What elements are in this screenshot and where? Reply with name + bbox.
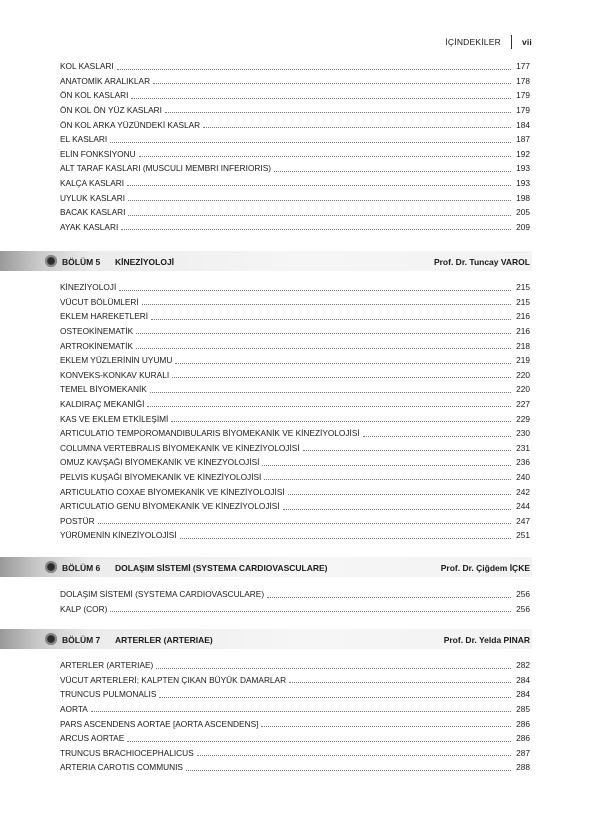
dot-leader: [274, 170, 511, 172]
toc-entry[interactable]: [60, 743, 530, 758]
toc-entry[interactable]: [60, 525, 530, 540]
running-head: [445, 35, 532, 49]
toc-entry-page: 282: [516, 660, 530, 671]
dot-leader: [172, 376, 511, 378]
chapter-bullet-icon: [45, 633, 57, 645]
toc-entry-title: KALP (COR): [60, 603, 108, 614]
toc-entry-page: 284: [516, 674, 530, 685]
dot-leader: [159, 696, 511, 698]
toc-entry-page: 216: [516, 311, 530, 322]
chapter-title: ARTERLER (ARTERIAE): [115, 635, 213, 645]
toc-entry[interactable]: [60, 467, 530, 482]
toc-entry-page: 209: [516, 221, 530, 232]
chapter-title: KİNEZİYOLOJİ: [115, 257, 175, 267]
toc-entry[interactable]: [60, 481, 530, 496]
toc-entry-page: 184: [516, 119, 530, 130]
toc-entry-title: KİNEZİYOLOJİ: [60, 282, 117, 293]
toc-entry-page: 193: [516, 163, 530, 174]
toc-entry[interactable]: [60, 306, 530, 321]
chapter-title: DOLAŞIM SİSTEMİ (SYSTEMA CARDIOVASCULARE): [115, 563, 328, 573]
toc-entry[interactable]: [60, 100, 530, 115]
toc-entry-title: OMUZ KAVŞAĞI BİYOMEKANİK VE KİNEZYOLOJİSİ: [60, 457, 260, 468]
toc-entry-page: 284: [516, 689, 530, 700]
toc-entry[interactable]: [60, 713, 530, 728]
toc-entry[interactable]: [60, 173, 530, 188]
running-head-divider: [511, 35, 512, 49]
toc-entry-page: 215: [516, 282, 530, 293]
toc-list-chapter-5: [60, 277, 530, 540]
toc-entry-page: 240: [516, 472, 530, 483]
dot-leader: [136, 332, 511, 334]
toc-entry-title: EKLEM YÜZLERİNİN UYUMU: [60, 355, 173, 366]
toc-entry-page: 179: [516, 105, 530, 116]
dot-leader: [156, 667, 511, 669]
dot-leader: [98, 522, 511, 524]
toc-entry-title: AYAK KASLARI: [60, 221, 119, 232]
dot-leader: [171, 420, 511, 422]
toc-entry[interactable]: [60, 277, 530, 292]
toc-entry[interactable]: [60, 321, 530, 336]
toc-entry-page: 287: [516, 747, 530, 758]
dot-leader: [261, 725, 511, 727]
toc-entry-title: PARS ASCENDENS AORTAE [AORTA ASCENDENS]: [60, 718, 259, 729]
page-number: vii: [521, 37, 532, 47]
toc-entry[interactable]: [60, 408, 530, 423]
toc-entry-title: BACAK KASLARI: [60, 207, 126, 218]
toc-entry[interactable]: [60, 423, 530, 438]
dot-leader: [110, 610, 511, 612]
dot-leader: [139, 155, 511, 157]
toc-entry-page: 288: [516, 762, 530, 773]
chapter-author: Prof. Dr. Yelda PINAR: [443, 635, 530, 645]
toc-entry-page: 193: [516, 178, 530, 189]
dot-leader: [153, 82, 511, 84]
toc-entry[interactable]: [60, 85, 530, 100]
toc-entry-page: 236: [516, 457, 530, 468]
toc-entry-title: ARTICULATIO GENU BİYOMEKANİK VE KİNEZİYOLOJİSİ: [60, 501, 280, 512]
toc-entry-title: ARTROKİNEMATİK: [60, 340, 133, 351]
dot-leader: [289, 681, 511, 683]
dot-leader: [128, 199, 511, 201]
dot-leader: [127, 740, 511, 742]
toc-entry-page: 178: [516, 75, 530, 86]
dot-leader: [165, 111, 511, 113]
dot-leader: [131, 97, 511, 99]
toc-entry-title: OSTEOKİNEMATİK: [60, 326, 134, 337]
toc-entry[interactable]: [60, 71, 530, 86]
toc-entry-page: 218: [516, 340, 530, 351]
toc-entry-title: ELİN FONKSİYONU: [60, 148, 136, 159]
toc-entry[interactable]: [60, 158, 530, 173]
toc-entry-page: 198: [516, 192, 530, 203]
chapter-number: BÖLÜM 5: [62, 257, 101, 267]
toc-list-chapter-7: [60, 655, 530, 772]
dot-leader: [203, 126, 511, 128]
chapter-bullet-icon: [45, 561, 57, 573]
toc-entry-page: 256: [516, 589, 530, 600]
toc-entry[interactable]: [60, 728, 530, 743]
toc-list-previous-chapter: [60, 56, 530, 231]
dot-leader: [91, 710, 511, 712]
toc-entry-page: 220: [516, 384, 530, 395]
toc-entry[interactable]: [60, 655, 530, 670]
toc-entry-page: 242: [516, 486, 530, 497]
toc-entry-title: EL KASLARI: [60, 134, 108, 145]
dot-leader: [197, 754, 511, 756]
toc-entry-title: ANATOMİK ARALIKLAR: [60, 75, 151, 86]
toc-entry-title: TEMEL BİYOMEKANİK: [60, 384, 147, 395]
dot-leader: [128, 214, 511, 216]
toc-entry-title: DOLAŞIM SİSTEMİ (SYSTEMA CARDIOVASCULARE): [60, 589, 265, 600]
toc-entry-title: POSTÜR: [60, 515, 95, 526]
toc-entry[interactable]: [60, 452, 530, 467]
toc-entry[interactable]: [60, 757, 530, 772]
dot-leader: [175, 362, 511, 364]
toc-entry[interactable]: [60, 202, 530, 217]
toc-entry-title: COLUMNA VERTEBRALIS BİYOMEKANİK VE KİNEZİYOLOJİSİ: [60, 442, 300, 453]
toc-entry-title: UYLUK KASLARI: [60, 192, 126, 203]
toc-entry[interactable]: [60, 187, 530, 202]
toc-list-chapter-6: [60, 584, 530, 613]
dot-leader: [151, 318, 511, 320]
toc-entry-page: 220: [516, 369, 530, 380]
toc-entry-title: ARTICULATIO TEMPOROMANDIBULARIS BİYOMEKANİK VE KİNEZİYOLOJİSİ: [60, 428, 360, 439]
toc-entry-title: ALT TARAF KASLARI (MUSCULI MEMBRI INFERIORIS): [60, 163, 271, 174]
toc-entry-page: 286: [516, 718, 530, 729]
toc-entry-title: KALDIRAÇ MEKANİĞİ: [60, 399, 145, 410]
toc-entry[interactable]: [60, 217, 530, 232]
dot-leader: [283, 508, 511, 510]
toc-entry-title: KOL KASLARI: [60, 61, 114, 72]
toc-entry-title: VÜCUT BÖLÜMLERİ: [60, 296, 139, 307]
toc-entry-page: 187: [516, 134, 530, 145]
toc-entry[interactable]: [60, 496, 530, 511]
dot-leader: [150, 391, 511, 393]
toc-entry-title: EKLEM HAREKETLERİ: [60, 311, 149, 322]
toc-entry[interactable]: [60, 670, 530, 685]
toc-entry-page: 286: [516, 733, 530, 744]
dot-leader: [303, 449, 511, 451]
dot-leader: [267, 596, 511, 598]
toc-entry-title: ÖN KOL KASLARI: [60, 90, 129, 101]
toc-entry-title: ARTICULATIO COXAE BİYOMEKANİK VE KİNEZİYOLOJİSİ: [60, 486, 285, 497]
toc-entry-page: 244: [516, 501, 530, 512]
toc-entry-page: 230: [516, 428, 530, 439]
dot-leader: [119, 289, 511, 291]
toc-entry-title: ÖN KOL ÖN YÜZ KASLARI: [60, 105, 162, 116]
toc-entry-title: ARTERLER (ARTERIAE): [60, 660, 154, 671]
dot-leader: [363, 435, 511, 437]
toc-entry[interactable]: [60, 144, 530, 159]
toc-entry-title: KAS VE EKLEM ETKİLEŞİMİ: [60, 413, 169, 424]
toc-entry[interactable]: [60, 292, 530, 307]
chapter-author: Prof. Dr. Tuncay VAROL: [433, 257, 530, 267]
toc-entry[interactable]: [60, 56, 530, 71]
chapter-bullet-icon: [45, 255, 57, 267]
toc-entry[interactable]: [60, 335, 530, 350]
toc-entry[interactable]: [60, 350, 530, 365]
toc-entry[interactable]: [60, 379, 530, 394]
toc-entry-page: 251: [516, 530, 530, 541]
toc-entry-title: TRUNCUS PULMONALIS: [60, 689, 157, 700]
toc-entry[interactable]: [60, 599, 530, 614]
toc-entry-page: 179: [516, 90, 530, 101]
toc-entry-page: 231: [516, 442, 530, 453]
toc-entry-page: 215: [516, 296, 530, 307]
chapter-number: BÖLÜM 7: [62, 635, 101, 645]
toc-entry[interactable]: [60, 365, 530, 380]
toc-entry-title: ÖN KOL ARKA YÜZÜNDEKİ KASLAR: [60, 119, 201, 130]
dot-leader: [186, 769, 511, 771]
toc-entry-page: 227: [516, 399, 530, 410]
toc-entry-page: 285: [516, 704, 530, 715]
toc-entry[interactable]: [60, 699, 530, 714]
toc-entry-title: KONVEKS-KONKAV KURALI: [60, 369, 170, 380]
toc-entry-page: 256: [516, 603, 530, 614]
toc-entry-title: AORTA: [60, 704, 88, 715]
toc-entry-page: 205: [516, 207, 530, 218]
dot-leader: [136, 347, 511, 349]
dot-leader: [262, 464, 511, 466]
chapter-heading[interactable]: [0, 629, 532, 649]
dot-leader: [110, 141, 511, 143]
toc-entry-title: ARCUS AORTAE: [60, 733, 125, 744]
toc-entry-page: 177: [516, 61, 530, 72]
dot-leader: [121, 228, 511, 230]
toc-entry-page: 216: [516, 326, 530, 337]
toc-entry[interactable]: [60, 129, 530, 144]
toc-entry-page: 229: [516, 413, 530, 424]
toc-entry[interactable]: [60, 584, 530, 599]
dot-leader: [127, 184, 511, 186]
chapter-heading[interactable]: [0, 557, 532, 577]
toc-entry-page: 219: [516, 355, 530, 366]
dot-leader: [117, 68, 511, 70]
toc-entry[interactable]: [60, 511, 530, 526]
chapter-number: BÖLÜM 6: [62, 563, 101, 573]
dot-leader: [147, 405, 511, 407]
dot-leader: [264, 478, 511, 480]
chapter-author: Prof. Dr. Çiğdem İÇKE: [440, 563, 530, 573]
dot-leader: [180, 537, 511, 539]
toc-entry[interactable]: [60, 684, 530, 699]
toc-entry[interactable]: [60, 114, 530, 129]
chapter-heading[interactable]: [0, 251, 532, 271]
running-head-title: İÇİNDEKİLER: [445, 37, 501, 47]
dot-leader: [288, 493, 511, 495]
dot-leader: [142, 303, 511, 305]
toc-entry-title: VÜCUT ARTERLERİ; KALPTEN ÇIKAN BÜYÜK DAMARLAR: [60, 674, 287, 685]
toc-entry[interactable]: [60, 438, 530, 453]
toc-entry-title: YÜRÜMENİN KİNEZİYOLOJİSİ: [60, 530, 177, 541]
toc-entry-title: ARTERIA CAROTIS COMMUNIS: [60, 762, 183, 773]
toc-entry-page: 247: [516, 515, 530, 526]
toc-entry-page: 192: [516, 148, 530, 159]
toc-entry[interactable]: [60, 394, 530, 409]
toc-entry-title: PELVIS KUŞAĞI BİYOMEKANİK VE KİNEZİYOLOJİSİ: [60, 472, 262, 483]
toc-entry-title: KALÇA KASLARI: [60, 178, 125, 189]
toc-entry-title: TRUNCUS BRACHIOCEPHALICUS: [60, 747, 194, 758]
